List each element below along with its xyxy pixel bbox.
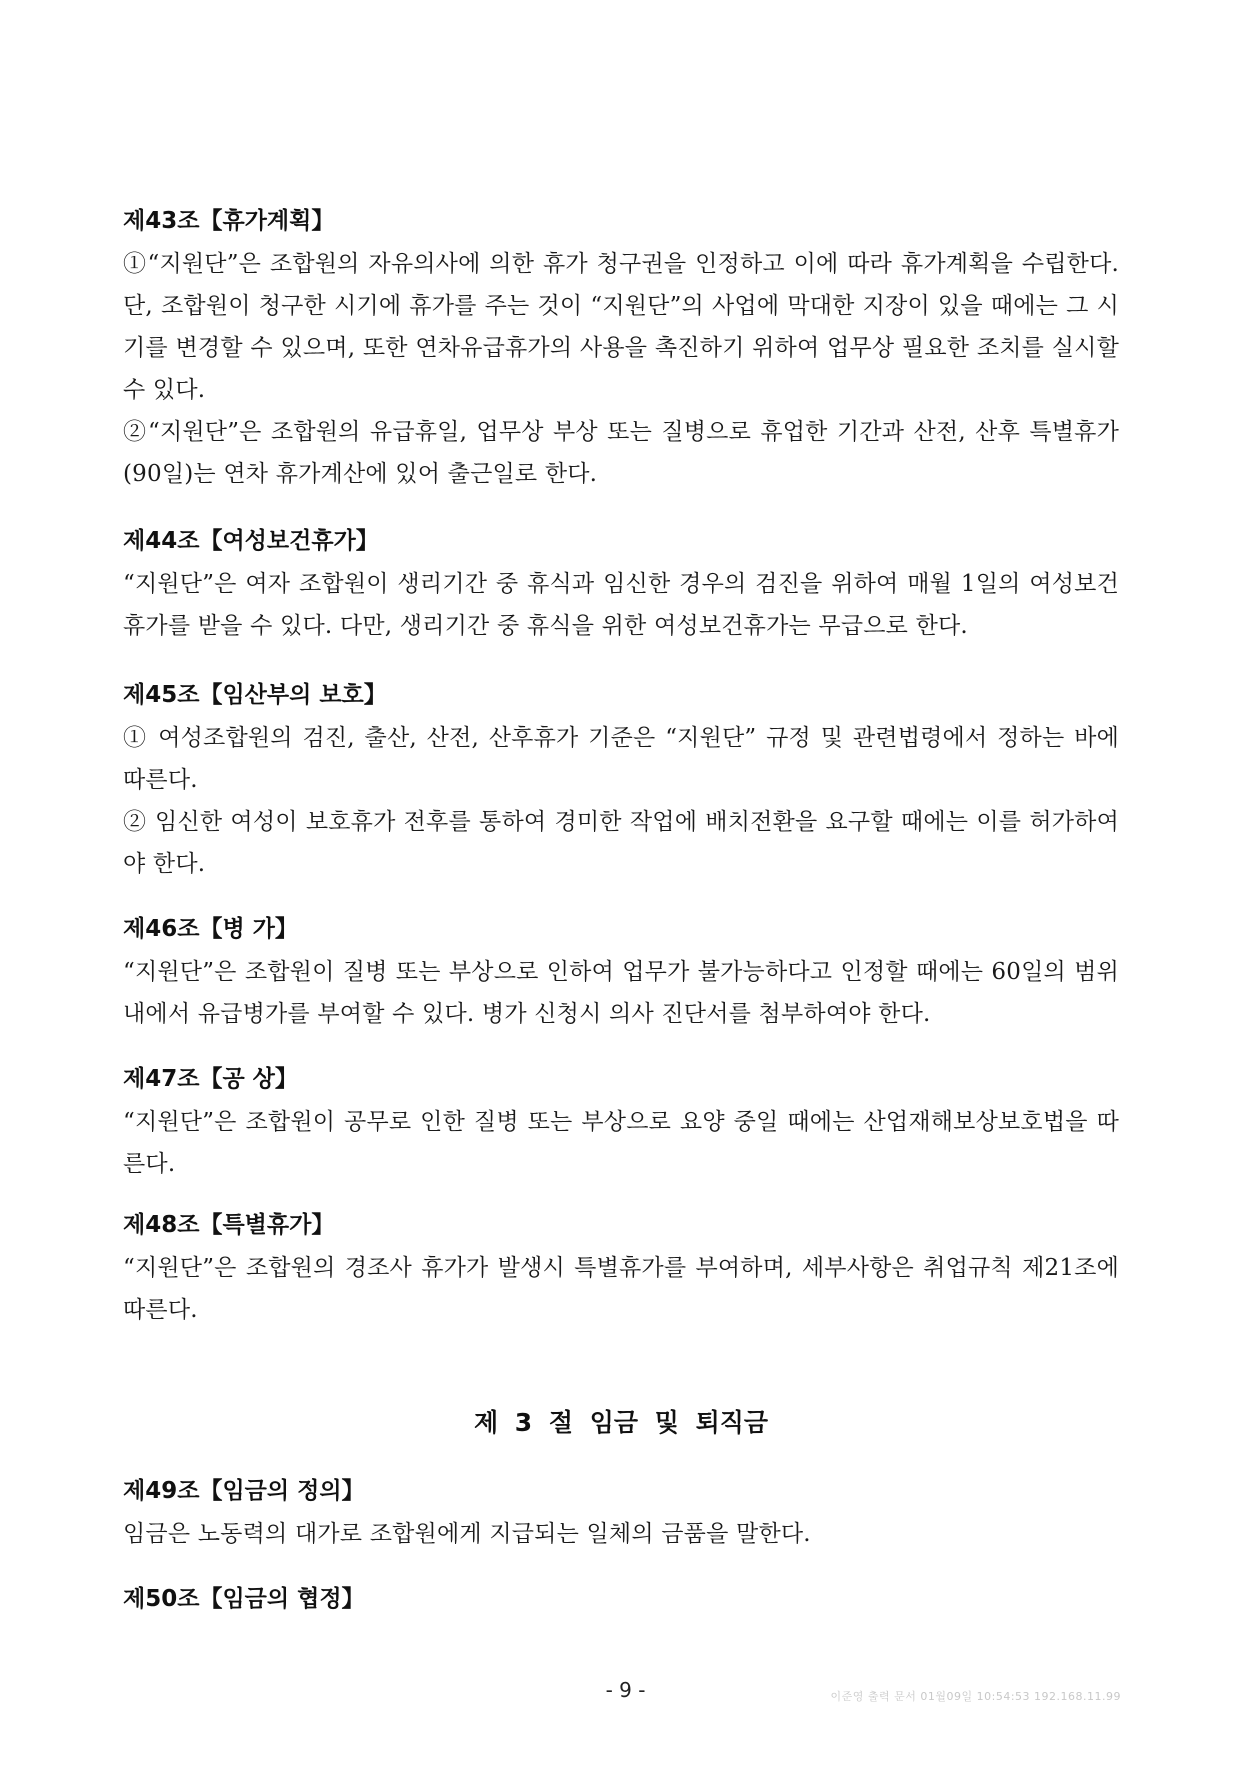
article-paragraph: ②“지원단”은 조합원의 유급휴일, 업무상 부상 또는 질병으로 휴업한 기간과 산전, 산후 특별휴가(90일)는 연차 휴가계산에 있어 출근일로 한다. xyxy=(123,419,1119,487)
article-paragraph: “지원단”은 조합원이 질병 또는 부상으로 인하여 업무가 불가능하다고 인정할 때에는 60일의 범위 내에서 유급병가를 부여할 수 있다. 병가 신청시 의사 진단서를 첨부하여야 한다. xyxy=(123,959,1119,1027)
article-50 xyxy=(123,1583,1119,1615)
article-47 xyxy=(123,1063,1119,1185)
article-paragraph: “지원단”은 여자 조합원이 생리기간 중 휴식과 임신한 경우의 검진을 위하여 매월 1일의 여성보건휴가를 받을 수 있다. 다만, 생리기간 중 휴식을 위한 여성보건휴가는 무급으로 한다. xyxy=(123,571,1119,639)
article-heading: 제45조【임산부의 보호】 xyxy=(123,682,387,708)
article-43 xyxy=(123,205,1119,495)
article-heading: 제48조【특별휴가】 xyxy=(123,1212,335,1238)
article-heading: 제50조【임금의 협정】 xyxy=(123,1586,365,1612)
article-paragraph: ① 여성조합원의 검진, 출산, 산전, 산후휴가 기준은 “지원단” 규정 및 관련법령에서 정하는 바에 따른다. xyxy=(123,725,1119,793)
article-heading: 제43조【휴가계획】 xyxy=(123,208,335,234)
document-body xyxy=(123,205,1119,1621)
article-44 xyxy=(123,525,1119,647)
article-paragraph: “지원단”은 조합원의 경조사 휴가가 발생시 특별휴가를 부여하며, 세부사항은 취업규칙 제21조에 따른다. xyxy=(123,1255,1119,1323)
article-paragraph: “지원단”은 조합원이 공무로 인한 질병 또는 부상으로 요양 중일 때에는 산업재해보상보호법을 따른다. xyxy=(123,1109,1119,1177)
article-heading: 제47조【공 상】 xyxy=(123,1066,298,1092)
article-heading: 제49조【임금의 정의】 xyxy=(123,1478,365,1504)
page-number: - 9 - xyxy=(605,1678,646,1702)
section-title: 제 3 절 임금 및 퇴직금 xyxy=(473,1408,769,1437)
article-paragraph: ①“지원단”은 조합원의 자유의사에 의한 휴가 청구권을 인정하고 이에 따라 휴가계획을 수립한다. 단, 조합원이 청구한 시기에 휴가를 주는 것이 “지원단”의 사업에 막대한 지장이 있을 때에는 그 시기를 변경할 수 있으며, 또한 연차유급휴가의 사용을 촉진하기 위하여 업무상 필요한 조치를 실시할 수 있다. xyxy=(123,251,1119,403)
article-49 xyxy=(123,1475,1119,1555)
print-stamp: 이준영 출력 문서 01월09일 10:54:53 192.168.11.99 xyxy=(830,1690,1121,1703)
article-48 xyxy=(123,1209,1119,1331)
article-46 xyxy=(123,913,1119,1035)
article-45 xyxy=(123,679,1119,885)
article-heading: 제44조【여성보건휴가】 xyxy=(123,528,379,554)
article-paragraph: ② 임신한 여성이 보호휴가 전후를 통하여 경미한 작업에 배치전환을 요구할 때에는 이를 허가하여야 한다. xyxy=(123,809,1119,877)
article-heading: 제46조【병 가】 xyxy=(123,916,298,942)
article-paragraph: 임금은 노동력의 대가로 조합원에게 지급되는 일체의 금품을 말한다. xyxy=(123,1521,811,1547)
